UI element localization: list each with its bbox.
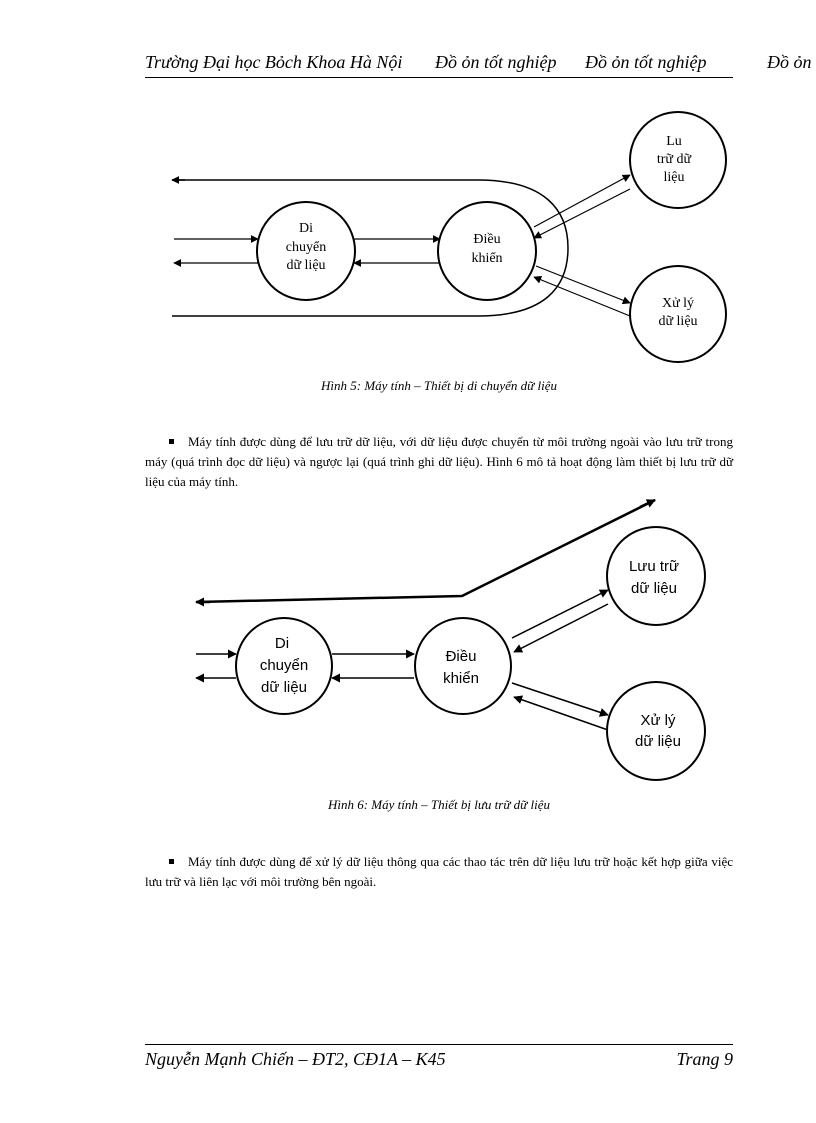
- header-item-2: Đồ ỏn tốt nghiệp: [585, 52, 707, 72]
- node-move-6-label-2: chuyển: [259, 657, 309, 674]
- node-storage-label-2: trữ dữ: [656, 152, 692, 167]
- page-footer: [145, 1049, 733, 1070]
- node-control-6-label-2: khiển: [443, 670, 479, 687]
- footer-page-number: Trang 9: [676, 1049, 733, 1069]
- node-storage-6-label-1: Lưu trữ: [628, 558, 680, 575]
- footer-divider: [145, 1044, 733, 1045]
- node-control-6: [415, 618, 511, 714]
- storage-to-control-arrow-6: [514, 604, 608, 652]
- node-process-label-1: Xử lý: [661, 296, 695, 311]
- node-process-6-label-1: Xử lý: [640, 712, 676, 729]
- control-to-process-arrow-6: [512, 683, 608, 715]
- paragraph-2-text: Máy tính được dùng để xử lý dữ liệu thông qua các thao tác trên dữ liệu lưu trữ hoặc kết hợp giữa việc lưu trữ và liên lạc với môi trường bên ngoài.: [145, 854, 733, 889]
- node-process-label-2: dữ liệu: [658, 314, 698, 329]
- bullet-icon: [169, 859, 174, 864]
- paragraph-2: [145, 852, 733, 892]
- header-item-1: Đồ ỏn tốt nghiệp: [435, 52, 557, 72]
- node-move-label-2: chuyển: [285, 240, 327, 255]
- node-move-label-3: dữ liệu: [286, 258, 326, 273]
- upper-loop-line: [197, 500, 655, 602]
- footer-author: Nguyễn Mạnh Chiến – ĐT2, CĐ1A – K45: [145, 1049, 446, 1069]
- node-storage-label-3: liệu: [663, 170, 685, 185]
- node-control-6-label-1: Điều: [445, 648, 477, 665]
- paragraph-1-text: Máy tính được dùng để lưu trữ dữ liệu, với dữ liệu được chuyển từ môi trường ngoài vào lưu trữ trong máy (quá trình đọc dữ liệu) và ngược lại (quá trình ghi dữ liệu). Hình 6 mô tả hoạt động làm thiết bị lưu trữ dữ liệu của máy tính.: [145, 434, 733, 489]
- control-to-storage-arrow-6: [512, 590, 608, 638]
- header-school: Trường Đại học Bỏch Khoa Hà Nội: [145, 52, 403, 72]
- node-process-6: [607, 682, 705, 780]
- node-storage-label-1: Lu: [666, 134, 682, 149]
- figure-5-caption: Hình 5: Máy tính – Thiết bị di chuyển dữ liệu: [321, 378, 557, 393]
- node-move-label-1: Di: [299, 221, 313, 236]
- process-to-control-arrow-6: [514, 697, 608, 730]
- figure-6-caption: Hình 6: Máy tính – Thiết bị lưu trữ dữ liệu: [327, 797, 551, 812]
- node-control-label-2: khiển: [471, 251, 503, 266]
- node-storage-6: [607, 527, 705, 625]
- node-process-6-label-2: dữ liệu: [635, 733, 681, 750]
- node-move-6-label-3: dữ liệu: [261, 679, 307, 696]
- header-item-3: Đồ ỏn: [767, 52, 812, 72]
- node-control-label-1: Điều: [473, 232, 501, 247]
- node-storage-6-label-2: dữ liệu: [631, 580, 677, 597]
- node-move-6-label-1: Di: [274, 635, 290, 652]
